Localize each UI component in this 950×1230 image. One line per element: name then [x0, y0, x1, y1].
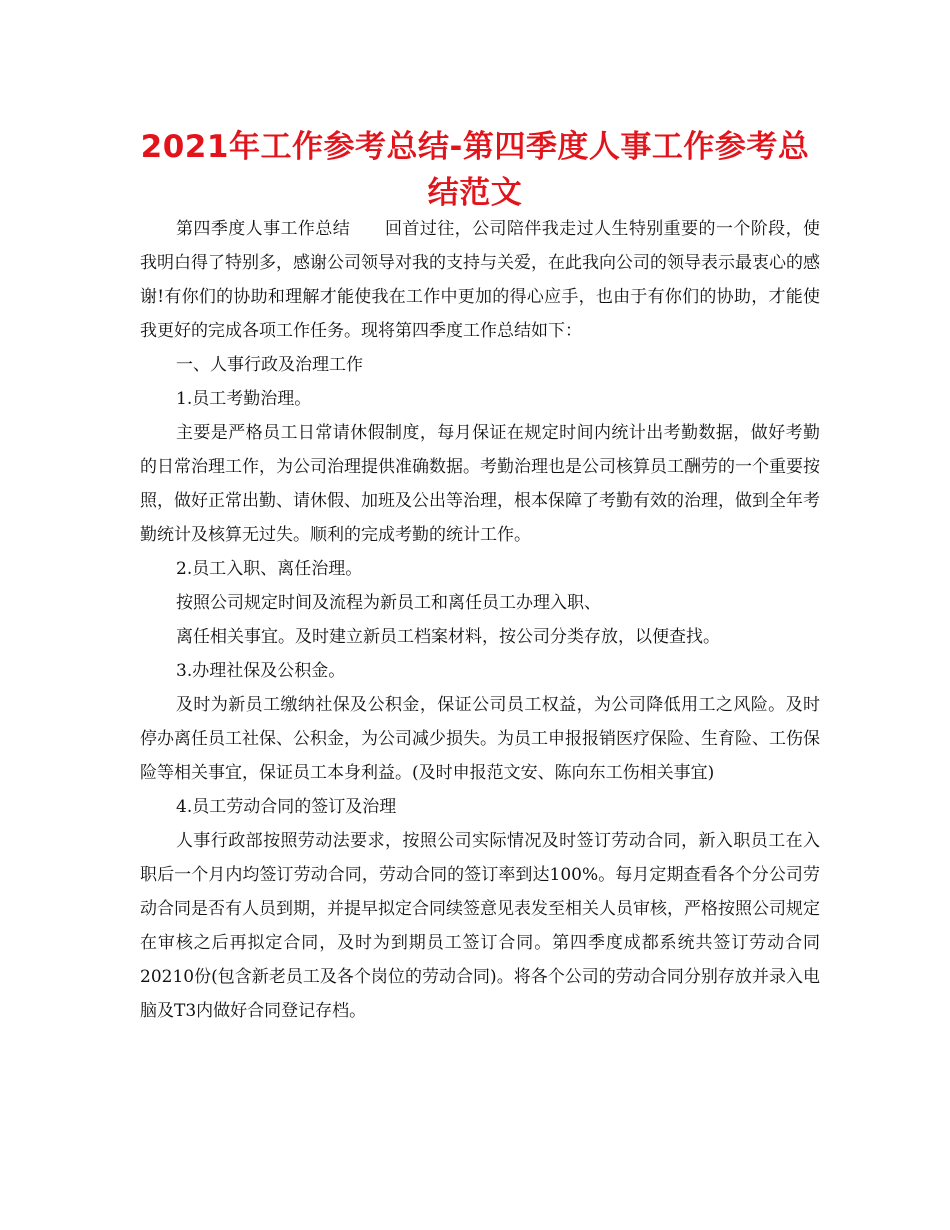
paragraph-social-insurance: 及时为新员工缴纳社保及公积金，保证公司员工权益，为公司降低用工之风险。及时停办离任员工社保、公积金，为公司减少损失。为员工申报报销医疗保险、生育险、工伤保险等相关事宜，保证员工本身利益。(及时申报范文安、陈向东工伤相关事宜): [140, 695, 820, 783]
subheading-attendance: 1.员工考勤治理。: [176, 389, 312, 409]
paragraph-onboarding-line1: 按照公司规定时间及流程为新员工和离任员工办理入职、: [176, 593, 601, 613]
subheading-onboarding: 2.员工入职、离任治理。: [176, 559, 363, 579]
section-heading-hr-admin: 一、人事行政及治理工作: [176, 355, 363, 375]
paragraph-onboarding-line2: 离任相关事宜。及时建立新员工档案材料，按公司分类存放，以便查找。: [176, 627, 720, 647]
paragraph-attendance: 主要是严格员工日常请休假制度，每月保证在规定时间内统计出考勤数据，做好考勤的日常治理工作，为公司治理提供准确数据。考勤治理也是公司核算员工酬劳的一个重要按照，做好正常出勤、请休假、加班及公出等治理，根本保障了考勤有效的治理，做到全年考勤统计及核算无过失。顺利的完成考勤的统计工作。: [140, 423, 820, 545]
subheading-labor-contract: 4.员工劳动合同的签订及治理: [176, 797, 397, 817]
subheading-social-insurance: 3.办理社保及公积金。: [176, 661, 346, 681]
document-body: [140, 212, 820, 1028]
document-title: 2021年工作参考总结-第四季度人事工作参考总结范文: [140, 129, 810, 211]
paragraph-labor-contract: 人事行政部按照劳动法要求，按照公司实际情况及时签订劳动合同，新入职员工在入职后一个月内均签订劳动合同，劳动合同的签订率到达100%。每月定期查看各个分公司劳动合同是否有人员到期，并提早拟定合同续签意见表发至相关人员审核，严格按照公司规定在审核之后再拟定合同，及时为到期员工签订合同。第四季度成都系统共签订劳动合同20210份(包含新老员工及各个岗位的劳动合同)。将各个公司的劳动合同分别存放并录入电脑及T3内做好合同登记存档。: [140, 831, 820, 1021]
paragraph-intro: 第四季度人事工作总结 回首过往，公司陪伴我走过人生特别重要的一个阶段，使我明白得了特别多，感谢公司领导对我的支持与关爱，在此我向公司的领导表示最衷心的感谢!有你们的协助和理解才能使我在工作中更加的得心应手，也由于有你们的协助，才能使我更好的完成各项工作任务。现将第四季度工作总结如下：: [140, 219, 820, 341]
